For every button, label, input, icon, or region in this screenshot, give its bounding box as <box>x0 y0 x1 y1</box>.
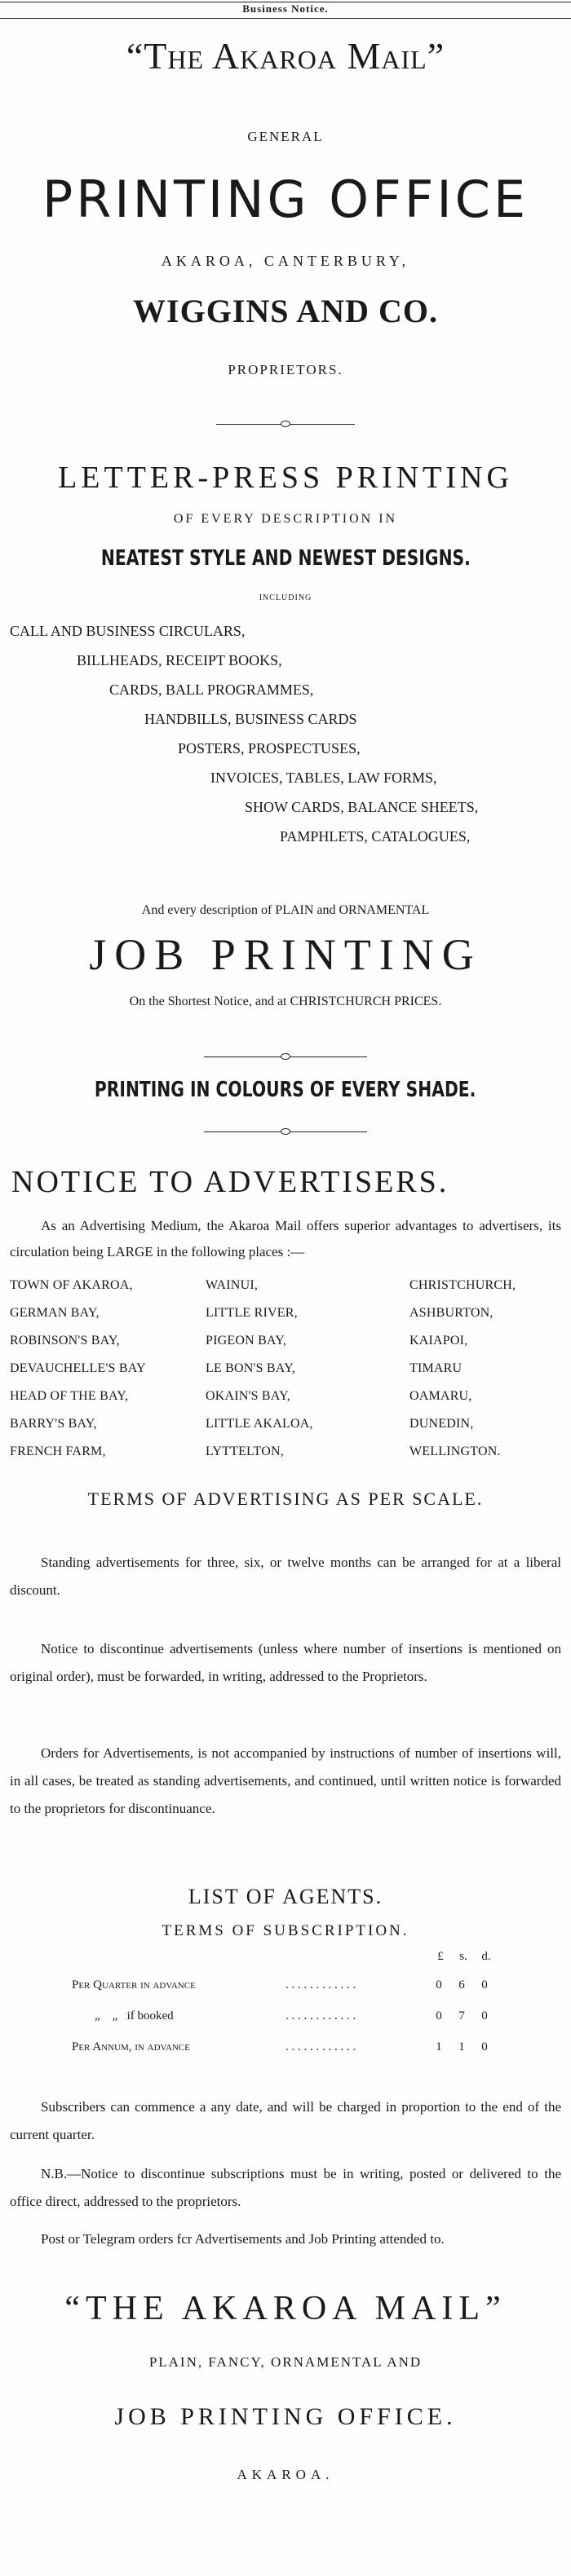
subscription-label: „ „ if booked <box>95 2009 174 2022</box>
place: CHRISTCHURCH, <box>409 1278 516 1292</box>
place: TOWN OF AKAROA, <box>10 1278 133 1292</box>
place: BARRY'S BAY, <box>10 1417 97 1431</box>
masthead-title: “The Akaroa Mail” <box>126 35 445 77</box>
notice-heading: NOTICE TO ADVERTISERS. <box>11 1165 449 1199</box>
subscription-pence: 0 <box>481 1978 488 1992</box>
job-printing-title: JOB PRINTING <box>89 930 482 979</box>
paragraph-subscribers: Subscribers can commence a any date, and will be charged in proportion to the end of the current quarter. <box>10 2099 561 2142</box>
place: PIGEON BAY, <box>206 1334 287 1348</box>
service-item: POSTERS, PROSPECTUSES, <box>178 740 361 756</box>
places-row <box>10 1383 556 1410</box>
subscription-pence: 0 <box>481 2009 488 2022</box>
subscription-pounds: 0 <box>436 1978 442 1992</box>
place: KAIAPOI, <box>409 1334 468 1348</box>
subscription-shillings: 7 <box>458 2009 465 2022</box>
footer-plain-fancy: PLAIN, FANCY, ORNAMENTAL AND <box>148 2354 423 2370</box>
general-label: GENERAL <box>247 129 324 144</box>
paragraph-orders: Orders for Advertisements, is not accompanied by instructions of number of insertions will, in all cases, be treated as standing advertisements, and continued, until written notice is forwarded to the proprietors for discontinuance. <box>10 1745 561 1816</box>
every-description-line: And every description of PLAIN and ORNAMENTAL <box>141 903 430 917</box>
subscription-label: Per Quarter in advance <box>72 1978 196 1992</box>
footer-town: AKAROA. <box>237 2467 334 2482</box>
ornament-2 <box>281 1053 290 1060</box>
footer-masthead: “THE AKAROA MAIL” <box>64 2290 507 2327</box>
header-label: Business Notice. <box>242 2 329 15</box>
subscription-pounds: 0 <box>436 2009 442 2022</box>
subscription-heading: TERMS OF SUBSCRIPTION. <box>162 1922 409 1939</box>
place: LITTLE AKALOA, <box>206 1417 313 1431</box>
place: ROBINSON'S BAY, <box>10 1334 120 1348</box>
footer-job-printing-office: JOB PRINTING OFFICE. <box>114 2403 457 2430</box>
pence-label: d. <box>481 1950 491 1963</box>
subscription-dots: . . . . . . . . . . . . <box>286 2009 356 2022</box>
places-row <box>10 1299 556 1327</box>
of-every-label: OF EVERY DESCRIPTION IN <box>173 512 398 526</box>
subscription-shillings: 6 <box>458 1978 465 1992</box>
letterpress-heading: LETTER-PRESS PRINTING <box>58 461 513 495</box>
subscription-shillings: 1 <box>458 2040 465 2053</box>
pound-label: £ <box>437 1950 444 1963</box>
place: LE BON'S BAY, <box>206 1361 295 1375</box>
service-item: SHOW CARDS, BALANCE SHEETS, <box>245 799 479 815</box>
services-list <box>10 616 478 851</box>
service-item: CALL AND BUSINESS CIRCULARS, <box>10 623 246 639</box>
including-label: INCLUDING <box>259 593 312 602</box>
service-item: HANDBILLS, BUSINESS CARDS <box>144 711 357 727</box>
places-row <box>10 1272 556 1299</box>
subscription-row <box>72 2031 496 2062</box>
service-item: BILLHEADS, RECEIPT BOOKS, <box>77 652 282 668</box>
place: GERMAN BAY, <box>10 1306 100 1320</box>
place: WELLINGTON. <box>409 1445 501 1458</box>
place: WAINUI, <box>206 1278 259 1292</box>
place: ASHBURTON, <box>409 1306 494 1320</box>
proprietors-label: PROPRIETORS. <box>228 362 343 377</box>
service-item: INVOICES, TABLES, LAW FORMS, <box>210 770 437 786</box>
place: FRENCH FARM, <box>10 1445 106 1458</box>
subscription-pounds: 1 <box>436 2040 442 2053</box>
subscription-label: Per Annum, in advance <box>72 2040 190 2053</box>
place: OKAIN'S BAY, <box>206 1389 290 1403</box>
subscription-dots: . . . . . . . . . . . . <box>286 1978 356 1992</box>
subscription-table <box>72 1969 496 2062</box>
places-row <box>10 1438 556 1466</box>
subscription-pence: 0 <box>481 2040 488 2053</box>
currency-header <box>429 1950 498 1964</box>
places-row <box>10 1410 556 1438</box>
places-row <box>10 1327 556 1355</box>
place: LYTTELTON, <box>206 1445 284 1458</box>
place: DUNEDIN, <box>409 1417 474 1431</box>
paragraph-nb: N.B.—Notice to discontinue subscriptions must be in writing, posted or delivered to the office direct, addressed to the proprietors. <box>10 2166 561 2209</box>
places-row <box>10 1355 556 1383</box>
location-label: AKAROA, CANTERBURY, <box>161 253 410 269</box>
place: OAMARU, <box>409 1389 472 1403</box>
service-item: CARDS, BALL PROGRAMMES, <box>109 681 314 698</box>
firm-name: WIGGINS AND CO. <box>133 293 438 329</box>
agents-heading: LIST OF AGENTS. <box>188 1885 383 1908</box>
colours-label <box>0 1078 571 1102</box>
neatest-text: NEATEST STYLE AND NEWEST DESIGNS. <box>100 546 471 571</box>
colours-text: PRINTING IN COLOURS OF EVERY SHADE. <box>95 1078 476 1102</box>
subscription-dots: . . . . . . . . . . . . <box>286 2040 356 2053</box>
place: LITTLE RIVER, <box>206 1306 298 1320</box>
terms-advertising-label: TERMS OF ADVERTISING AS PER SCALE. <box>87 1489 484 1509</box>
notice-intro: As an Advertising Medium, the Akaroa Mail offers superior advantages to advertisers, its circulation being LARGE in the following places :— <box>10 1218 561 1259</box>
ornament-3 <box>281 1128 290 1135</box>
header-rule <box>0 18 571 19</box>
paragraph-discontinue: Notice to discontinue advertisements (unless where number of insertions is mentioned on original order), must be forwarded, in writing, addressed to the Proprietors. <box>10 1641 561 1684</box>
subscription-row <box>72 1969 496 2000</box>
ornament-1 <box>281 421 290 427</box>
place: TIMARU <box>409 1361 463 1375</box>
place: DEVAUCHELLE'S BAY <box>10 1361 146 1375</box>
places-table <box>10 1272 556 1466</box>
paragraph-post-telegram: Post or Telegram orders fcr Advertisements and Job Printing attended to. <box>41 2231 445 2247</box>
shilling-label: s. <box>459 1950 467 1963</box>
neatest-label <box>0 546 571 571</box>
shortest-notice-line: On the Shortest Notice, and at CHRISTCHURCH PRICES. <box>129 995 442 1008</box>
printing-office-title: PRINTING OFFICE <box>42 170 529 229</box>
subscription-row <box>72 2000 496 2031</box>
paragraph-standing: Standing advertisements for three, six, or twelve months can be arranged for at a liberal discount. <box>10 1555 561 1598</box>
place: HEAD OF THE BAY, <box>10 1389 129 1403</box>
service-item: PAMPHLETS, CATALOGUES, <box>280 828 471 845</box>
